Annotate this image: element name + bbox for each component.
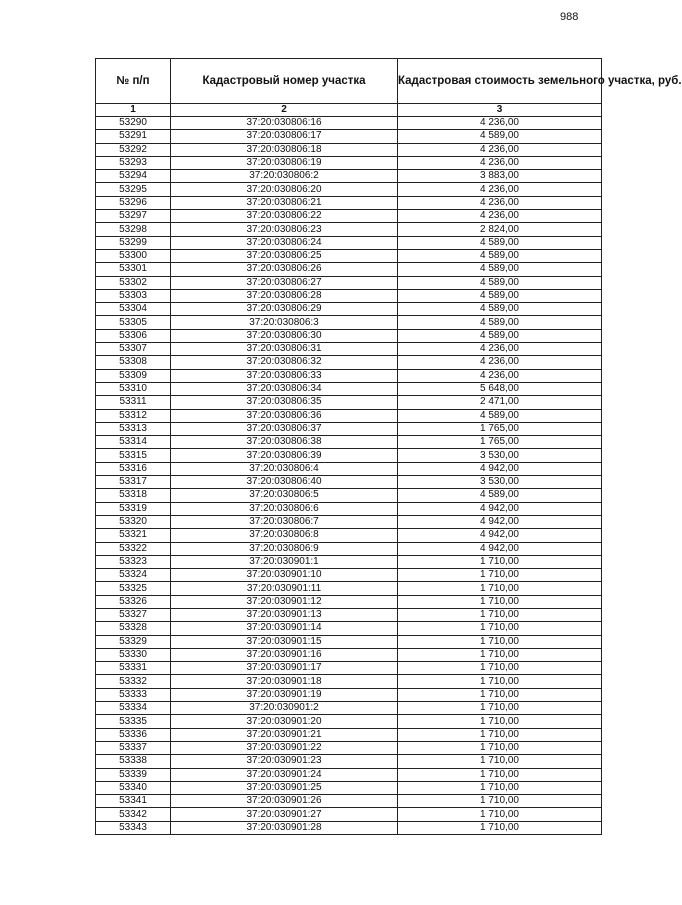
cell-row-number: 53296 xyxy=(96,196,171,209)
table-row xyxy=(96,143,602,156)
cell-row-number: 53325 xyxy=(96,582,171,595)
table-row xyxy=(96,622,602,635)
cell-cadastral-value: 1 765,00 xyxy=(398,422,602,435)
table-row xyxy=(96,316,602,329)
table-body xyxy=(96,117,602,835)
table-row xyxy=(96,489,602,502)
cell-cadastral-value: 4 236,00 xyxy=(398,156,602,169)
cell-row-number: 53326 xyxy=(96,595,171,608)
table-row xyxy=(96,130,602,143)
cell-cadastral-number: 37:20:030806:27 xyxy=(171,276,398,289)
cell-cadastral-number: 37:20:030806:19 xyxy=(171,156,398,169)
cell-row-number: 53310 xyxy=(96,382,171,395)
cell-cadastral-value: 1 710,00 xyxy=(398,555,602,568)
cell-row-number: 53324 xyxy=(96,569,171,582)
cell-cadastral-value: 1 710,00 xyxy=(398,648,602,661)
cell-cadastral-value: 1 710,00 xyxy=(398,582,602,595)
table-row xyxy=(96,223,602,236)
cell-cadastral-number: 37:20:030806:32 xyxy=(171,356,398,369)
table-row xyxy=(96,781,602,794)
table-row xyxy=(96,502,602,515)
cell-row-number: 53315 xyxy=(96,449,171,462)
cell-row-number: 53323 xyxy=(96,555,171,568)
table-row xyxy=(96,409,602,422)
cell-row-number: 53334 xyxy=(96,702,171,715)
cell-cadastral-number: 37:20:030806:3 xyxy=(171,316,398,329)
cell-cadastral-value: 3 530,00 xyxy=(398,476,602,489)
cell-cadastral-value: 4 236,00 xyxy=(398,196,602,209)
column-number-3: 3 xyxy=(398,104,602,117)
cell-cadastral-value: 1 765,00 xyxy=(398,436,602,449)
cadastral-value-table xyxy=(95,58,682,835)
cell-row-number: 53299 xyxy=(96,236,171,249)
cell-cadastral-value: 1 710,00 xyxy=(398,608,602,621)
cell-cadastral-value: 4 942,00 xyxy=(398,502,602,515)
cell-cadastral-value: 1 710,00 xyxy=(398,688,602,701)
cell-cadastral-value: 1 710,00 xyxy=(398,595,602,608)
cell-cadastral-value: 1 710,00 xyxy=(398,795,602,808)
table-row xyxy=(96,422,602,435)
table-row xyxy=(96,369,602,382)
table-row xyxy=(96,382,602,395)
table-row xyxy=(96,515,602,528)
cell-row-number: 53328 xyxy=(96,622,171,635)
cell-row-number: 53300 xyxy=(96,249,171,262)
table-row xyxy=(96,343,602,356)
table-row xyxy=(96,635,602,648)
cell-cadastral-number: 37:20:030806:6 xyxy=(171,502,398,515)
table-row xyxy=(96,263,602,276)
cell-row-number: 53307 xyxy=(96,343,171,356)
cell-row-number: 53335 xyxy=(96,715,171,728)
cell-row-number: 53339 xyxy=(96,768,171,781)
cell-cadastral-value: 1 710,00 xyxy=(398,781,602,794)
cell-row-number: 53306 xyxy=(96,329,171,342)
cell-cadastral-number: 37:20:030901:27 xyxy=(171,808,398,821)
table-row xyxy=(96,329,602,342)
cell-cadastral-value: 1 710,00 xyxy=(398,715,602,728)
table-row xyxy=(96,821,602,834)
cell-cadastral-value: 4 236,00 xyxy=(398,183,602,196)
cell-cadastral-value: 4 589,00 xyxy=(398,130,602,143)
cell-cadastral-value: 4 236,00 xyxy=(398,117,602,130)
cell-cadastral-value: 4 236,00 xyxy=(398,143,602,156)
cell-row-number: 53327 xyxy=(96,608,171,621)
cell-cadastral-value: 1 710,00 xyxy=(398,768,602,781)
table-row xyxy=(96,715,602,728)
cell-cadastral-value: 4 589,00 xyxy=(398,289,602,302)
cell-row-number: 53298 xyxy=(96,223,171,236)
cell-cadastral-number: 37:20:030901:11 xyxy=(171,582,398,595)
cell-row-number: 53317 xyxy=(96,476,171,489)
cell-cadastral-number: 37:20:030901:15 xyxy=(171,635,398,648)
table-row xyxy=(96,476,602,489)
cell-cadastral-value: 1 710,00 xyxy=(398,662,602,675)
table-row xyxy=(96,702,602,715)
cell-cadastral-number: 37:20:030901:13 xyxy=(171,608,398,621)
table-row xyxy=(96,555,602,568)
cell-row-number: 53292 xyxy=(96,143,171,156)
cell-cadastral-number: 37:20:030806:29 xyxy=(171,303,398,316)
table-row xyxy=(96,210,602,223)
cell-cadastral-value: 1 710,00 xyxy=(398,755,602,768)
cell-cadastral-number: 37:20:030806:5 xyxy=(171,489,398,502)
cell-cadastral-value: 1 710,00 xyxy=(398,702,602,715)
cell-cadastral-value: 4 589,00 xyxy=(398,329,602,342)
cell-cadastral-value: 1 710,00 xyxy=(398,741,602,754)
cell-cadastral-number: 37:20:030806:17 xyxy=(171,130,398,143)
cell-row-number: 53295 xyxy=(96,183,171,196)
cell-cadastral-value: 4 589,00 xyxy=(398,263,602,276)
cell-cadastral-number: 37:20:030806:36 xyxy=(171,409,398,422)
table-row xyxy=(96,436,602,449)
cell-cadastral-value: 4 236,00 xyxy=(398,210,602,223)
cell-cadastral-number: 37:20:030806:39 xyxy=(171,449,398,462)
table-row xyxy=(96,276,602,289)
table-row xyxy=(96,542,602,555)
cell-cadastral-value: 4 589,00 xyxy=(398,489,602,502)
cell-cadastral-number: 37:20:030806:24 xyxy=(171,236,398,249)
cell-cadastral-number: 37:20:030806:23 xyxy=(171,223,398,236)
cell-cadastral-number: 37:20:030806:26 xyxy=(171,263,398,276)
cell-cadastral-number: 37:20:030806:18 xyxy=(171,143,398,156)
table-row xyxy=(96,529,602,542)
table-row xyxy=(96,117,602,130)
cell-cadastral-number: 37:20:030901:10 xyxy=(171,569,398,582)
cell-row-number: 53342 xyxy=(96,808,171,821)
cell-cadastral-number: 37:20:030806:30 xyxy=(171,329,398,342)
cell-row-number: 53311 xyxy=(96,396,171,409)
column-number-1: 1 xyxy=(96,104,171,117)
cell-cadastral-number: 37:20:030806:21 xyxy=(171,196,398,209)
cell-cadastral-number: 37:20:030806:40 xyxy=(171,476,398,489)
cell-row-number: 53290 xyxy=(96,117,171,130)
cell-row-number: 53333 xyxy=(96,688,171,701)
cell-row-number: 53303 xyxy=(96,289,171,302)
cell-cadastral-number: 37:20:030901:22 xyxy=(171,741,398,754)
table-row xyxy=(96,396,602,409)
cell-row-number: 53309 xyxy=(96,369,171,382)
cell-cadastral-value: 1 710,00 xyxy=(398,821,602,834)
table-row xyxy=(96,303,602,316)
table-row xyxy=(96,356,602,369)
cell-row-number: 53320 xyxy=(96,515,171,528)
table-row xyxy=(96,183,602,196)
cell-cadastral-value: 4 236,00 xyxy=(398,356,602,369)
cell-cadastral-value: 4 589,00 xyxy=(398,249,602,262)
cell-cadastral-number: 37:20:030901:14 xyxy=(171,622,398,635)
cell-cadastral-number: 37:20:030806:33 xyxy=(171,369,398,382)
cell-cadastral-number: 37:20:030901:20 xyxy=(171,715,398,728)
cell-row-number: 53331 xyxy=(96,662,171,675)
table-row xyxy=(96,156,602,169)
table-row xyxy=(96,808,602,821)
cell-row-number: 53312 xyxy=(96,409,171,422)
cell-row-number: 53330 xyxy=(96,648,171,661)
table-row xyxy=(96,608,602,621)
cell-row-number: 53314 xyxy=(96,436,171,449)
cell-cadastral-value: 4 589,00 xyxy=(398,409,602,422)
cell-cadastral-value: 3 883,00 xyxy=(398,170,602,183)
table-row xyxy=(96,755,602,768)
table-row xyxy=(96,170,602,183)
cell-cadastral-value: 4 942,00 xyxy=(398,529,602,542)
cell-cadastral-value: 1 710,00 xyxy=(398,808,602,821)
cell-cadastral-value: 4 589,00 xyxy=(398,303,602,316)
cell-cadastral-number: 37:20:030806:37 xyxy=(171,422,398,435)
cell-row-number: 53316 xyxy=(96,462,171,475)
cell-row-number: 53308 xyxy=(96,356,171,369)
cell-row-number: 53341 xyxy=(96,795,171,808)
table-row xyxy=(96,449,602,462)
cell-cadastral-value: 4 589,00 xyxy=(398,236,602,249)
cell-cadastral-number: 37:20:030901:23 xyxy=(171,755,398,768)
table-row xyxy=(96,569,602,582)
header-cadastral-value: Кадастровая стоимость земельного участка, руб. xyxy=(398,59,602,104)
cell-cadastral-number: 37:20:030901:16 xyxy=(171,648,398,661)
header-cadastral-number: Кадастровый номер участка xyxy=(171,59,398,104)
cell-cadastral-value: 1 710,00 xyxy=(398,635,602,648)
cell-cadastral-number: 37:20:030901:12 xyxy=(171,595,398,608)
table-header-row xyxy=(96,59,602,104)
cell-cadastral-value: 4 942,00 xyxy=(398,542,602,555)
cell-row-number: 53318 xyxy=(96,489,171,502)
cell-cadastral-value: 2 471,00 xyxy=(398,396,602,409)
cell-row-number: 53294 xyxy=(96,170,171,183)
table-row xyxy=(96,741,602,754)
cell-cadastral-number: 37:20:030901:26 xyxy=(171,795,398,808)
cell-cadastral-value: 4 236,00 xyxy=(398,343,602,356)
cell-cadastral-number: 37:20:030806:9 xyxy=(171,542,398,555)
cell-cadastral-value: 4 942,00 xyxy=(398,515,602,528)
cell-cadastral-value: 3 530,00 xyxy=(398,449,602,462)
column-number-2: 2 xyxy=(171,104,398,117)
cell-cadastral-value: 4 942,00 xyxy=(398,462,602,475)
cell-cadastral-number: 37:20:030901:24 xyxy=(171,768,398,781)
cell-row-number: 53338 xyxy=(96,755,171,768)
table-row xyxy=(96,795,602,808)
cell-cadastral-number: 37:20:030901:18 xyxy=(171,675,398,688)
page-number: 988 xyxy=(560,11,579,23)
table-row xyxy=(96,648,602,661)
cell-cadastral-number: 37:20:030806:22 xyxy=(171,210,398,223)
cell-cadastral-number: 37:20:030901:25 xyxy=(171,781,398,794)
cell-cadastral-value: 5 648,00 xyxy=(398,382,602,395)
cell-cadastral-value: 2 824,00 xyxy=(398,223,602,236)
cell-cadastral-value: 1 710,00 xyxy=(398,622,602,635)
cell-cadastral-number: 37:20:030901:17 xyxy=(171,662,398,675)
table-row xyxy=(96,249,602,262)
cell-cadastral-number: 37:20:030901:28 xyxy=(171,821,398,834)
cell-row-number: 53302 xyxy=(96,276,171,289)
cell-row-number: 53329 xyxy=(96,635,171,648)
cell-cadastral-value: 1 710,00 xyxy=(398,569,602,582)
cell-row-number: 53340 xyxy=(96,781,171,794)
cell-cadastral-number: 37:20:030806:31 xyxy=(171,343,398,356)
table-row xyxy=(96,582,602,595)
cell-cadastral-number: 37:20:030806:20 xyxy=(171,183,398,196)
cell-cadastral-number: 37:20:030901:19 xyxy=(171,688,398,701)
cell-row-number: 53301 xyxy=(96,263,171,276)
column-number-row xyxy=(96,104,602,117)
cell-cadastral-value: 4 589,00 xyxy=(398,316,602,329)
cell-cadastral-number: 37:20:030806:38 xyxy=(171,436,398,449)
cell-cadastral-number: 37:20:030806:25 xyxy=(171,249,398,262)
cell-row-number: 53337 xyxy=(96,741,171,754)
table-row xyxy=(96,768,602,781)
cell-row-number: 53343 xyxy=(96,821,171,834)
cell-row-number: 53336 xyxy=(96,728,171,741)
cell-cadastral-number: 37:20:030806:4 xyxy=(171,462,398,475)
table-row xyxy=(96,236,602,249)
cell-cadastral-number: 37:20:030901:21 xyxy=(171,728,398,741)
cell-row-number: 53319 xyxy=(96,502,171,515)
cell-row-number: 53293 xyxy=(96,156,171,169)
cell-row-number: 53322 xyxy=(96,542,171,555)
cell-cadastral-value: 1 710,00 xyxy=(398,675,602,688)
cell-cadastral-number: 37:20:030901:2 xyxy=(171,702,398,715)
cell-cadastral-number: 37:20:030901:1 xyxy=(171,555,398,568)
cell-row-number: 53313 xyxy=(96,422,171,435)
cell-cadastral-value: 1 710,00 xyxy=(398,728,602,741)
cell-row-number: 53304 xyxy=(96,303,171,316)
cell-cadastral-value: 4 236,00 xyxy=(398,369,602,382)
table-row xyxy=(96,595,602,608)
table-row xyxy=(96,688,602,701)
cell-row-number: 53321 xyxy=(96,529,171,542)
cell-row-number: 53305 xyxy=(96,316,171,329)
table-row xyxy=(96,196,602,209)
table-row xyxy=(96,675,602,688)
cell-cadastral-number: 37:20:030806:16 xyxy=(171,117,398,130)
table-row xyxy=(96,289,602,302)
cell-row-number: 53297 xyxy=(96,210,171,223)
cell-cadastral-number: 37:20:030806:35 xyxy=(171,396,398,409)
cell-cadastral-number: 37:20:030806:7 xyxy=(171,515,398,528)
cell-cadastral-value: 4 589,00 xyxy=(398,276,602,289)
header-row-number: № п/п xyxy=(96,59,171,104)
cell-row-number: 53332 xyxy=(96,675,171,688)
table-row xyxy=(96,462,602,475)
cell-cadastral-number: 37:20:030806:8 xyxy=(171,529,398,542)
cell-cadastral-number: 37:20:030806:34 xyxy=(171,382,398,395)
cell-cadastral-number: 37:20:030806:28 xyxy=(171,289,398,302)
table-row xyxy=(96,728,602,741)
cell-cadastral-number: 37:20:030806:2 xyxy=(171,170,398,183)
table-row xyxy=(96,662,602,675)
cell-row-number: 53291 xyxy=(96,130,171,143)
